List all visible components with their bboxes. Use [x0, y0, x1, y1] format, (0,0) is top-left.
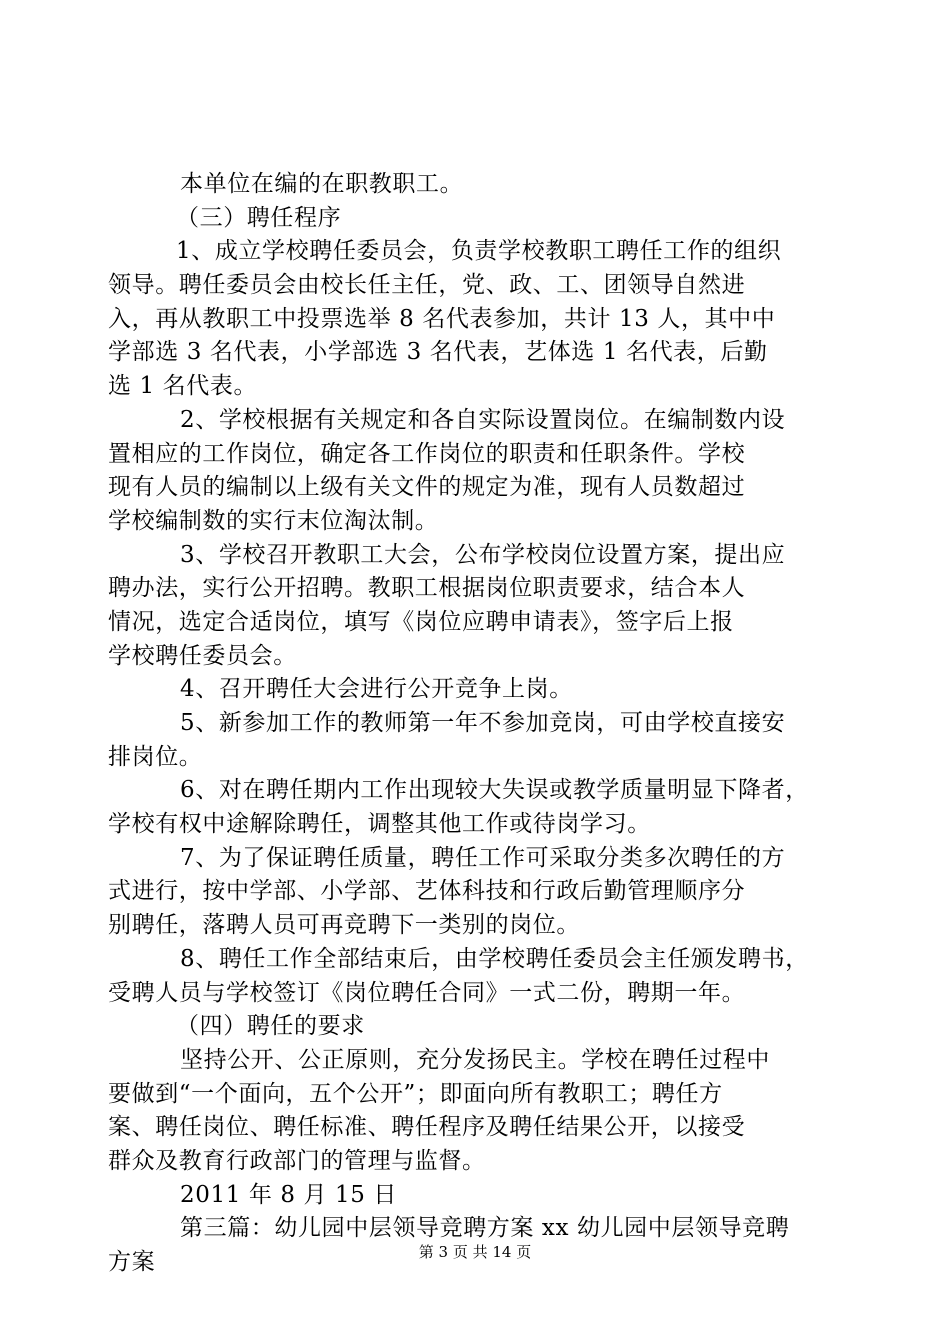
text-line: 选 1 名代表。 [108, 373, 258, 400]
text-line: 排岗位。 [108, 743, 203, 770]
text-line: 现有人员的编制以上级有关文件的规定为准，现有人员数超过 [108, 474, 746, 501]
text-line: 学校编制数的实行末位淘汰制。 [108, 507, 439, 534]
text-line: （三）聘任程序 [176, 204, 342, 231]
text-line: 受聘人员与学校签订《岗位聘任合同》一式二份，聘期一年。 [108, 979, 746, 1006]
text-line: 学部选 3 名代表，小学部选 3 名代表，艺体选 1 名代表，后勤 [108, 339, 768, 366]
text-line: 聘办法，实行公开招聘。教职工根据岗位职责要求，结合本人 [108, 575, 746, 602]
text-line: 坚持公开、公正原则，充分发扬民主。学校在聘任过程中 [180, 1046, 770, 1073]
text-line: 6、对在聘任期内工作出现较大失误或教学质量明显下降者， [180, 777, 809, 804]
text-line: （四）聘任的要求 [176, 1013, 365, 1040]
text-line: 领导。聘任委员会由校长任主任，党、政、工、团领导自然进 [108, 272, 746, 299]
text-line: 第三篇：幼儿园中层领导竞聘方案 xx 幼儿园中层领导竞聘 [180, 1215, 790, 1242]
text-line: 学校有权中途解除聘任，调整其他工作或待岗学习。 [108, 811, 651, 838]
text-line: 4、召开聘任大会进行公开竞争上岗。 [180, 676, 573, 703]
text-line: 7、为了保证聘任质量，聘任工作可采取分类多次聘任的方 [180, 844, 786, 871]
text-line: 8、聘任工作全部结束后，由学校聘任委员会主任颁发聘书， [180, 945, 809, 972]
text-line: 1、成立学校聘任委员会，负责学校教职工聘任工作的组织 [176, 238, 782, 265]
text-line: 本单位在编的在职教职工。 [180, 171, 464, 197]
text-line: 5、新参加工作的教师第一年不参加竞岗，可由学校直接安 [180, 710, 786, 736]
text-line: 入，再从教职工中投票选举 8 名代表参加，共计 13 人，其中中 [108, 305, 776, 332]
page-footer: 第 3 页 共 14 页 [418, 1243, 532, 1261]
document-body [108, 168, 834, 1280]
text-line: 群众及教育行政部门的管理与监督。 [108, 1147, 486, 1174]
text-line: 2、学校根据有关规定和各自实际设置岗位。在编制数内设 [180, 406, 786, 433]
text-line: 2011 年 8 月 15 日 [180, 1181, 397, 1208]
text-line: 别聘任，落聘人员可再竞聘下一类别的岗位。 [108, 912, 580, 939]
text-line: 3、学校召开教职工大会，公布学校岗位设置方案，提出应 [180, 541, 786, 568]
text-line: 置相应的工作岗位，确定各工作岗位的职责和任职条件。学校 [108, 440, 746, 467]
text-line: 案、聘任岗位、聘任标准、聘任程序及聘任结果公开，以接受 [108, 1114, 746, 1141]
text-line: 方案 [108, 1249, 156, 1275]
text-line: 情况，选定合适岗位，填写《岗位应聘申请表》，签字后上报 [108, 608, 734, 635]
text-line: 要做到“一个面向，五个公开”；即面向所有教职工；聘任方 [108, 1080, 723, 1107]
text-line: 式进行，按中学部、小学部、艺体科技和行政后勤管理顺序分 [108, 878, 746, 905]
text-line: 学校聘任委员会。 [108, 642, 297, 669]
